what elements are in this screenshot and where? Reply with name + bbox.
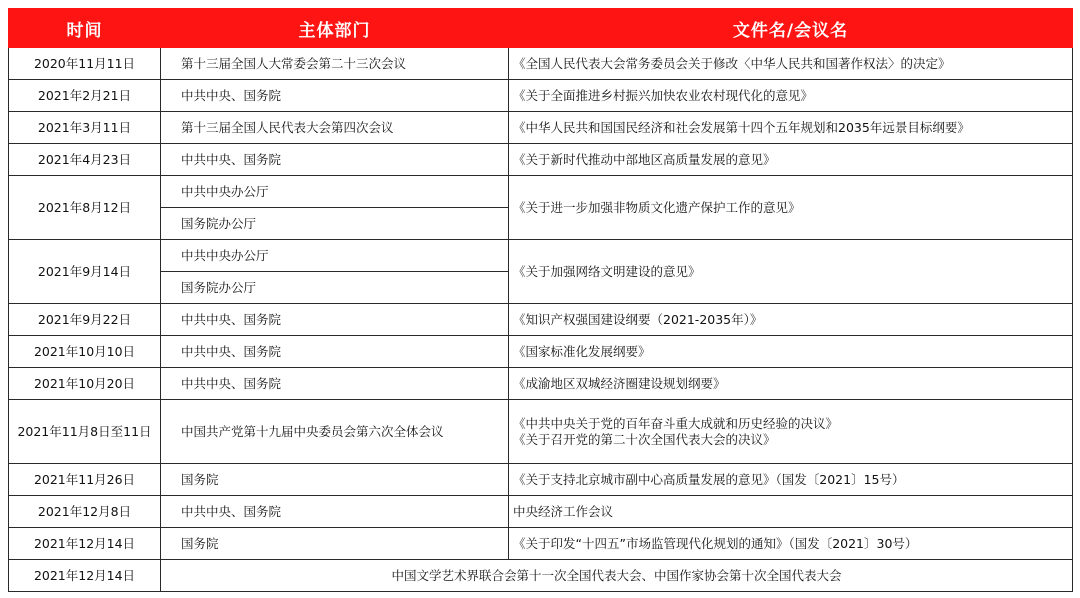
table-row: [9, 80, 1073, 112]
doc-cell: 《关于进一步加强非物质文化遗产保护工作的意见》: [509, 176, 1073, 240]
header-doc: 文件名/会议名: [509, 9, 1073, 48]
table-row: [9, 112, 1073, 144]
dept-cell: 中共中央、国务院: [161, 336, 509, 368]
dept-cell: 中共中央、国务院: [161, 368, 509, 400]
doc-cell: 《国家标准化发展纲要》: [509, 336, 1073, 368]
doc-cell: [509, 400, 1073, 464]
policy-table: [8, 8, 1073, 592]
doc-line: 《中共中央关于党的百年奋斗重大成就和历史经验的决议》: [513, 415, 839, 431]
table-row: [9, 560, 1073, 592]
dept-cell: 中共中央办公厅: [161, 240, 509, 272]
doc-line: 《关于召开党的第二十次全国代表大会的决议》: [513, 431, 776, 447]
doc-cell: 《关于全面推进乡村振兴加快农业农村现代化的意见》: [509, 80, 1073, 112]
date-cell: 2021年8月12日: [9, 176, 161, 240]
date-cell: 2021年12月8日: [9, 496, 161, 528]
header-dept: 主体部门: [161, 9, 509, 48]
date-cell: 2021年9月22日: [9, 304, 161, 336]
table-row: [9, 304, 1073, 336]
table-row: [9, 464, 1073, 496]
merged-cell: 中国文学艺术界联合会第十一次全国代表大会、中国作家协会第十次全国代表大会: [161, 560, 1073, 592]
table-row: [9, 336, 1073, 368]
dept-cell: 中共中央、国务院: [161, 304, 509, 336]
table-row: [9, 48, 1073, 80]
doc-cell: 《关于新时代推动中部地区高质量发展的意见》: [509, 144, 1073, 176]
doc-cell: 《关于支持北京城市副中心高质量发展的意见》（国发〔2021〕15号）: [509, 464, 1073, 496]
doc-cell: 《关于加强网络文明建设的意见》: [509, 240, 1073, 304]
date-cell: 2021年12月14日: [9, 528, 161, 560]
table-row: [9, 144, 1073, 176]
date-cell: 2020年11月11日: [9, 48, 161, 80]
date-cell: 2021年11月8日至11日: [9, 400, 161, 464]
dept-cell: 第十三届全国人大常委会第二十三次会议: [161, 48, 509, 80]
dept-cell: 第十三届全国人民代表大会第四次会议: [161, 112, 509, 144]
date-cell: 2021年3月11日: [9, 112, 161, 144]
dept-cell: 中共中央办公厅: [161, 176, 509, 208]
doc-cell: 《知识产权强国建设纲要（2021-2035年）》: [509, 304, 1073, 336]
doc-cell: 《中华人民共和国国民经济和社会发展第十四个五年规划和2035年远景目标纲要》: [509, 112, 1073, 144]
table-row: [9, 240, 1073, 272]
dept-cell: 中共中央、国务院: [161, 80, 509, 112]
table-row: [9, 528, 1073, 560]
dept-cell: 国务院: [161, 464, 509, 496]
date-cell: 2021年10月10日: [9, 336, 161, 368]
dept-cell: 国务院办公厅: [161, 272, 509, 304]
dept-cell: 国务院办公厅: [161, 208, 509, 240]
dept-cell: 中国共产党第十九届中央委员会第六次全体会议: [161, 400, 509, 464]
date-cell: 2021年4月23日: [9, 144, 161, 176]
table-row: [9, 176, 1073, 208]
header-row: [9, 9, 1073, 48]
dept-cell: 中共中央、国务院: [161, 496, 509, 528]
doc-cell: 《全国人民代表大会常务委员会关于修改〈中华人民共和国著作权法〉的决定》: [509, 48, 1073, 80]
header-time: 时间: [9, 9, 161, 48]
table-row: [9, 496, 1073, 528]
doc-cell: 《关于印发“十四五”市场监管现代化规划的通知》（国发〔2021〕30号）: [509, 528, 1073, 560]
date-cell: 2021年12月14日: [9, 560, 161, 592]
date-cell: 2021年10月20日: [9, 368, 161, 400]
doc-cell: 中央经济工作会议: [509, 496, 1073, 528]
date-cell: 2021年11月26日: [9, 464, 161, 496]
date-cell: 2021年9月14日: [9, 240, 161, 304]
dept-cell: 中共中央、国务院: [161, 144, 509, 176]
doc-cell: 《成渝地区双城经济圈建设规划纲要》: [509, 368, 1073, 400]
dept-cell: 国务院: [161, 528, 509, 560]
date-cell: 2021年2月21日: [9, 80, 161, 112]
table-row: [9, 400, 1073, 464]
table-row: [9, 368, 1073, 400]
